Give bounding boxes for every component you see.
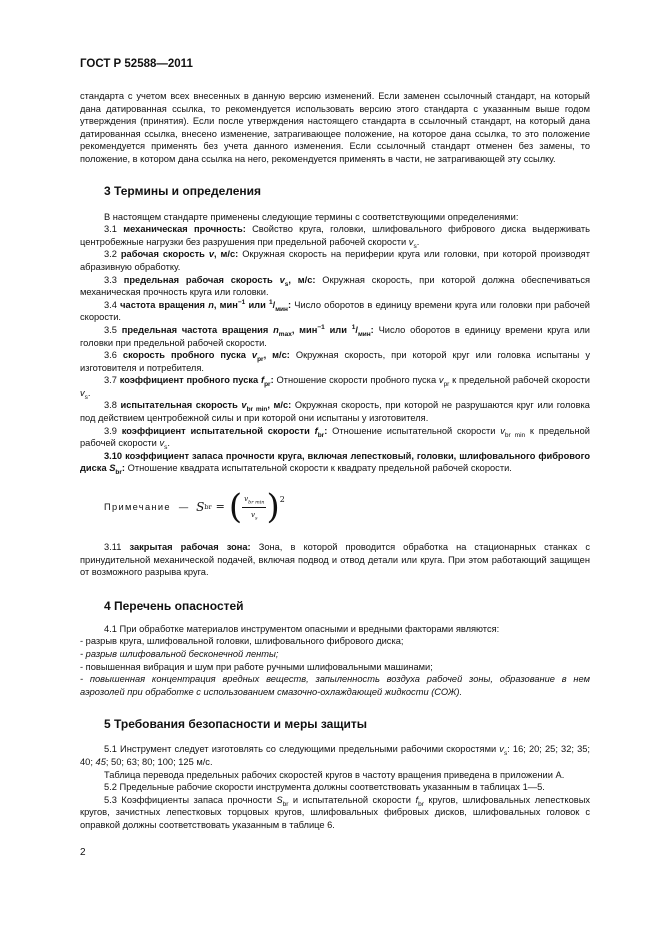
note-dash: —	[178, 501, 189, 512]
document-body	[80, 90, 590, 832]
formula-fraction: $\frac{v_{br min}}{v_s}$	[244, 494, 265, 521]
clause-5-1-table-note: Таблица перевода предельных рабочих скоростей кругов в частоту вращения приведена в приложении А.	[104, 769, 565, 780]
section-4-lead: 4.1 При обработке материалов инструментом опасными и вредными факторами являются:	[104, 623, 500, 634]
term-3-6: 3.6 скорость пробного пуска $v_{pr}$, м/с: Окружная скорость, при которой круг или головка испытаны у изготовителя и потребителя.	[80, 350, 590, 373]
section-3-heading: 3 Термины и определения	[104, 183, 262, 198]
formula: S br = ( $\frac{v_{br min}}{v_s}$ ) 2	[196, 487, 285, 528]
page-number: 2	[80, 847, 86, 858]
term-3-5: 3.5 предельная частота вращения $n_{max}$, мин$^{-1}$ или $^1/_{мин}$: Число оборотов в единицу времени круга или головки при предельной рабочей скорости.	[80, 323, 590, 348]
term-3-4: 3.4 частота вращения n, мин$^{-1}$ или $^1/_{мин}$: Число оборотов в единицу времени круга или головки при рабочей скорости.	[80, 298, 590, 323]
note-formula	[80, 483, 590, 531]
section-3-lead: В настоящем стандарте применены следующие термины с соответствующими определениями:	[104, 211, 519, 222]
clause-5-2: 5.2 Предельные рабочие скорости инструмента должны соответствовать указанным в таблицах 1—5.	[104, 782, 545, 793]
hazard-item: - повышенная вибрация и шум при работе ручными шлифовальными машинами;	[80, 661, 433, 672]
term-3-9: 3.9 коэффициент испытательной скорости $f_{br}$: Отношение испытательной скорости $v_{br min}$ к предельной рабочей скорости $v_s$.	[80, 425, 590, 452]
term-3-2: 3.2 рабочая скорость v, м/с: Окружная скорость на периферии круга или головки, при которой производят абразивную обработку.	[80, 249, 590, 272]
note-label: Примечание	[104, 501, 171, 512]
section-5-heading: 5 Требования безопасности и меры защиты	[104, 717, 367, 732]
term-3-11: 3.11 закрытая рабочая зона: Зона, в которой проводится обработка на стационарных станках с принудительной механической подачей, включая подвод и отвод детали или круга. При этом работающий защищен от возможного разрыва круга.	[80, 542, 590, 578]
term-3-1: 3.1 механическая прочность: Свойство круга, головки, шлифовального фибрового диска выдерживать центробежные нагрузки без разрушения при предельной рабочей скорости $v_s$.	[80, 224, 590, 250]
section-4-heading: 4 Перечень опасностей	[104, 598, 244, 613]
left-paren: (	[228, 487, 243, 528]
term-3-7: 3.7 коэффициент пробного пуска $f_{pr}$: Отношение скорости пробного пуска $v_{pr}$ к предельной рабочей скорости $v_s$.	[80, 375, 590, 401]
hazard-item: - разрыв шлифовальной бесконечной ленты;	[80, 649, 279, 659]
term-3-10: 3.10 коэффициент запаса прочности круга, включая лепестковый, головки, шлифовального фибрового диска $S_{br}$: Отношение квадрата испытательной скорости к квадрату предельной рабочей скорости.	[80, 450, 590, 477]
term-3-8: 3.8 испытательная скорость $v_{br min}$, м/с: Окружная скорость, при которой не разрушаются круг или головка под действием центробежной силы и при которой они испытаны у изготовителя.	[80, 400, 590, 424]
document-header: ГОСТ Р 52588—2011	[80, 58, 193, 70]
clause-5-1: 5.1 Инструмент следует изготовлять со следующими предельными рабочими скоростями $v_s$: 16; 20; 25; 32; 35; 40; 45; 50; 63; 80; 100; 125 м/с.	[80, 744, 590, 767]
term-3-3: 3.3 предельная рабочая скорость $v_s$, м/с: Окружная скорость, при которой должна обеспечиваться механическая прочность круга или головки.	[80, 274, 590, 298]
hazard-item: - разрыв круга, шлифовальной головки, шлифовального фибрового диска;	[80, 636, 404, 647]
hazard-item: - повышенная концентрация вредных веществ, запыленность воздуха рабочей зоны, образование в нем аэрозолей при обработке с использованием смазочно-охлаждающей жидкости (СОЖ).	[80, 674, 590, 697]
intro-paragraph: стандарта с учетом всех внесенных в данную версию изменений. Если заменен ссылочный стандарт, на который дана датированная ссылка, то рекомендуется использовать версию этого стандарта с указанным выше годом утверждения (принятия). Если после утверждения настоящего стандарта в ссылочный стандарт, на который дана датированная ссылка, внесено изменение, затрагивающее положение, на которое дана ссылка, то это положение рекомендуется применять без учета данного изменения. Если ссылочный стандарт отменен без замены, то положение, в котором дана ссылка на него, рекомендуется применять в части, не затрагивающей эту ссылку.	[80, 91, 590, 164]
clause-5-3: 5.3 Коэффициенты запаса прочности $S_{br}$ и испытательной скорости $f_{br}$ кругов, шлифовальных лепестковых кругов, зачистных лепестковых торцовых кругов, шлифовальных фибровых дисков, шлифовальных головок с оправкой должны соответствовать указанным в таблице 6.	[80, 794, 591, 830]
right-paren: )	[266, 487, 280, 528]
